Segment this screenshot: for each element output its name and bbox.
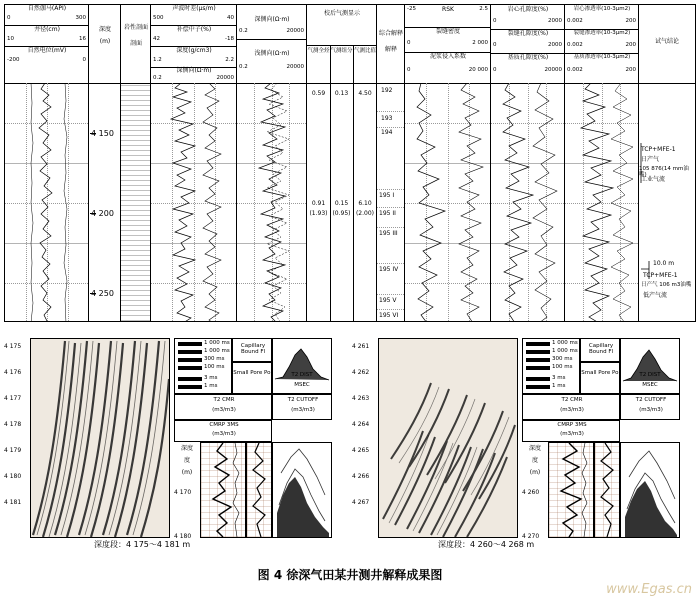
header-lithology: 岩性剖面 剖面 (121, 5, 151, 83)
header-gas-show: 校后气测显示 气测全烃 气测组分 气测比值 (307, 5, 377, 83)
left-nmr-legend: 1 000 ms 1 000 ms 300 ms 100 ms 3 ms 1 ms (174, 338, 232, 394)
right-t2dist-preview: T2 DIST MSEC (620, 338, 680, 394)
track-permeability (565, 83, 639, 321)
track-rsk (405, 83, 491, 321)
left-t2dist-preview: T2 DIST MSEC (272, 338, 332, 394)
left-fmi-image (30, 338, 170, 538)
right-cmrp3ms-label: CMRP 3MS (m3/m3) (522, 420, 620, 442)
right-legend-smallpore: Small Pore Por (580, 362, 620, 394)
left-footer: 深度段：4 175～4 181 m (94, 540, 191, 549)
header-gr-sp: 自然伽马(API) 0 300 井径(cm) 10 16 自然电位(mV) -200 0 (5, 5, 89, 83)
left-legend-capillary: Capillary Bound Fl (232, 338, 272, 362)
header-lateral: 深侧向(Ω·m) 0.2 20000 浅侧向(Ω·m) 0.2 20000 (237, 5, 307, 83)
left-t2cmr-label: T2 CMR (m3/m3) (174, 394, 272, 420)
figure-caption: 图 4 徐深气田某井测井解释成果图 (257, 568, 443, 582)
header-permeability: 岩心渗透率(10-3μm2) 0.002 200 裂缝渗透率(10-3μm2) 0.002 200 基质渗透率(10-3μm2) 0.002 200 (565, 5, 639, 83)
right-depth-axis: 4 261 4 262 4 263 4 264 4 265 4 266 4 267 (352, 343, 370, 506)
composite-log-panel (4, 4, 696, 322)
right-t2cmr-label: T2 CMR (m3/m3) (522, 394, 620, 420)
left-legend-smallpore: Small Pore Por (232, 362, 272, 394)
left-t2-distribution (272, 442, 332, 538)
track-test: TCP+MFE-1 日产气 105 876(14 mm油嘴) 工业气流 10.0 m TCP+MFE-1 日产气 106 m3油嘴 低产气流 (639, 83, 695, 321)
right-legend-capillary: Capillary Bound Fl (580, 338, 620, 362)
porosity-curves (491, 83, 565, 321)
permeability-curves (565, 83, 639, 321)
left-nmr-track-1 (200, 442, 246, 538)
track-depth: 4 150 4 200 4 250 (89, 83, 121, 321)
left-nmr-depth-axis: 深度 度 (m) 4 170 4 180 (174, 445, 193, 540)
track-lateral (237, 83, 307, 321)
lateral-curves (237, 83, 307, 321)
right-nmr-track-2 (594, 442, 620, 538)
header-rsk: RSK -25 2.5 裂缝密度 0 2 000 泥浆侵入系数 0 20 000 (405, 5, 491, 83)
track-acoustic (151, 83, 237, 321)
right-nmr-track-1 (548, 442, 594, 538)
header-test: 试气结论 (654, 38, 679, 45)
right-t2-distribution (620, 442, 680, 538)
panel-right (352, 338, 696, 556)
track-gr-sp (5, 83, 89, 321)
track-gas-show: 0.59 0.13 4.50 0.91 0.15 6.10 (1.93) (0.95) (2.00) (307, 83, 377, 321)
right-footer: 深度段：4 260～4 268 m (438, 540, 535, 549)
right-t2cutoff-label: T2 CUTOFF (m3/m3) (620, 394, 680, 420)
track-porosity (491, 83, 565, 321)
right-nmr-legend: 1 000 ms 1 000 ms 300 ms 100 ms 3 ms 1 ms (522, 338, 580, 394)
track-interp: 192 193 194 195 I 195 II 195 III 195 IV 195 V 195 VI (377, 83, 405, 321)
header-acoustic: 声波时差(μs/m) 500 40 补偿中子(%) 42 -18 深度(g/cm3) 1.2 2.2 深侧向(Ω·m) 0.2 20000 (151, 5, 237, 83)
right-nmr-depth-axis: 深度 度 (m) 4 260 4 270 (522, 445, 541, 540)
header-depth: 深度 (m) (89, 5, 121, 83)
header-interp: 综合解释 解释 (377, 5, 405, 83)
rsk-curves (405, 83, 491, 321)
acoustic-curves (151, 83, 237, 321)
track-lithology (121, 83, 151, 321)
left-nmr-track-2 (246, 442, 272, 538)
watermark: www.Egas.cn (606, 582, 692, 597)
header-porosity: 岩心孔隙度(%) 0 2000 裂缝孔隙度(%) 0 2000 基质孔隙度(%) 0 20000 (491, 5, 565, 83)
gr-curve (5, 83, 89, 321)
left-depth-axis: 4 175 4 176 4 177 4 178 4 179 4 180 4 181 (4, 343, 22, 506)
left-t2cutoff-label: T2 CUTOFF (m3/m3) (272, 394, 332, 420)
left-cmrp3ms-label: CMRP 3MS (m3/m3) (174, 420, 272, 442)
panel-left (4, 338, 344, 556)
right-fmi-image (378, 338, 518, 538)
